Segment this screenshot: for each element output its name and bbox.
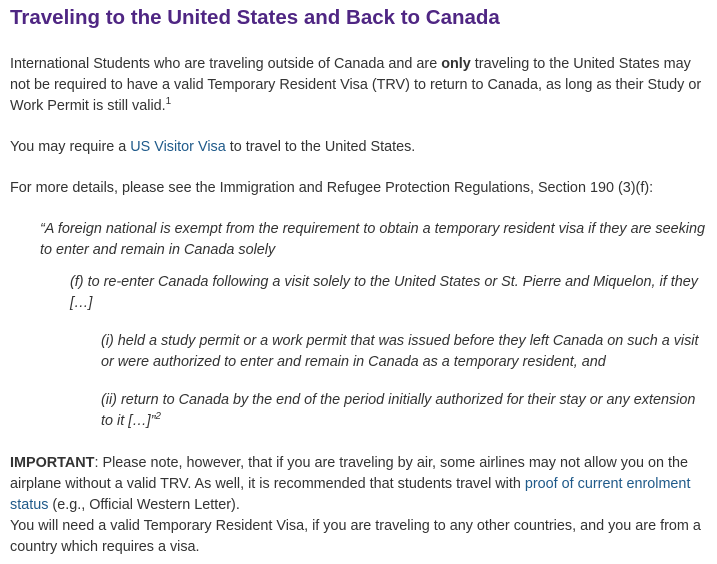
- details-paragraph: For more details, please see the Immigration and Refugee Protection Regulations, Section 190 (3)(f):: [10, 180, 654, 196]
- important-paragraph: IMPORTANT: Please note, however, that if you are traveling by air, some airlines may not allow you on the airplane without a valid TRV. As well, it is recommended that students travel with proof of current enrolment status (e.g., Official Western Letter).: [10, 455, 691, 513]
- enrolment-proof-link[interactable]: proof of current enrolment status: [10, 476, 691, 513]
- quote-main: “A foreign national is exempt from the requirement to obtain a temporary resident visa if they are seeking to enter and remain in Canada solely: [40, 221, 705, 258]
- final-paragraph: You will need a valid Temporary Resident Visa, if you are traveling to any other countries, and you are from a country which requires a visa.: [10, 518, 701, 555]
- quote-clause-i: (i) held a study permit or a work permit that was issued before they left Canada on such a visit or were authorized to enter and remain in Canada as a temporary resident, and: [101, 333, 699, 370]
- important-label: IMPORTANT: [10, 455, 95, 471]
- visa-paragraph: You may require a US Visitor Visa to travel to the United States.: [10, 139, 416, 155]
- intro-paragraph: International Students who are traveling outside of Canada and are only traveling to the United States may not be required to have a valid Temporary Resident Visa (TRV) to return to Canada, as long as their Study or Work Permit is still valid.$^1$: [10, 56, 702, 114]
- regulation-quote: [10, 219, 707, 432]
- emphasis-only: only: [441, 56, 471, 72]
- quote-clause-f: (f) to re-enter Canada following a visit solely to the United States or St. Pierre and Miquelon, if they […]: [70, 274, 698, 311]
- footnote-ref-1[interactable]: 1: [165, 96, 172, 108]
- quote-clause-ii: (ii) return to Canada by the end of the period initially authorized for their stay or any extension to it […]”$^2$: [101, 392, 696, 429]
- page-title: Traveling to the United States and Back to Canada: [10, 6, 500, 29]
- us-visitor-visa-link[interactable]: US Visitor Visa: [130, 139, 226, 155]
- footnote-ref-2[interactable]: 2: [155, 411, 161, 423]
